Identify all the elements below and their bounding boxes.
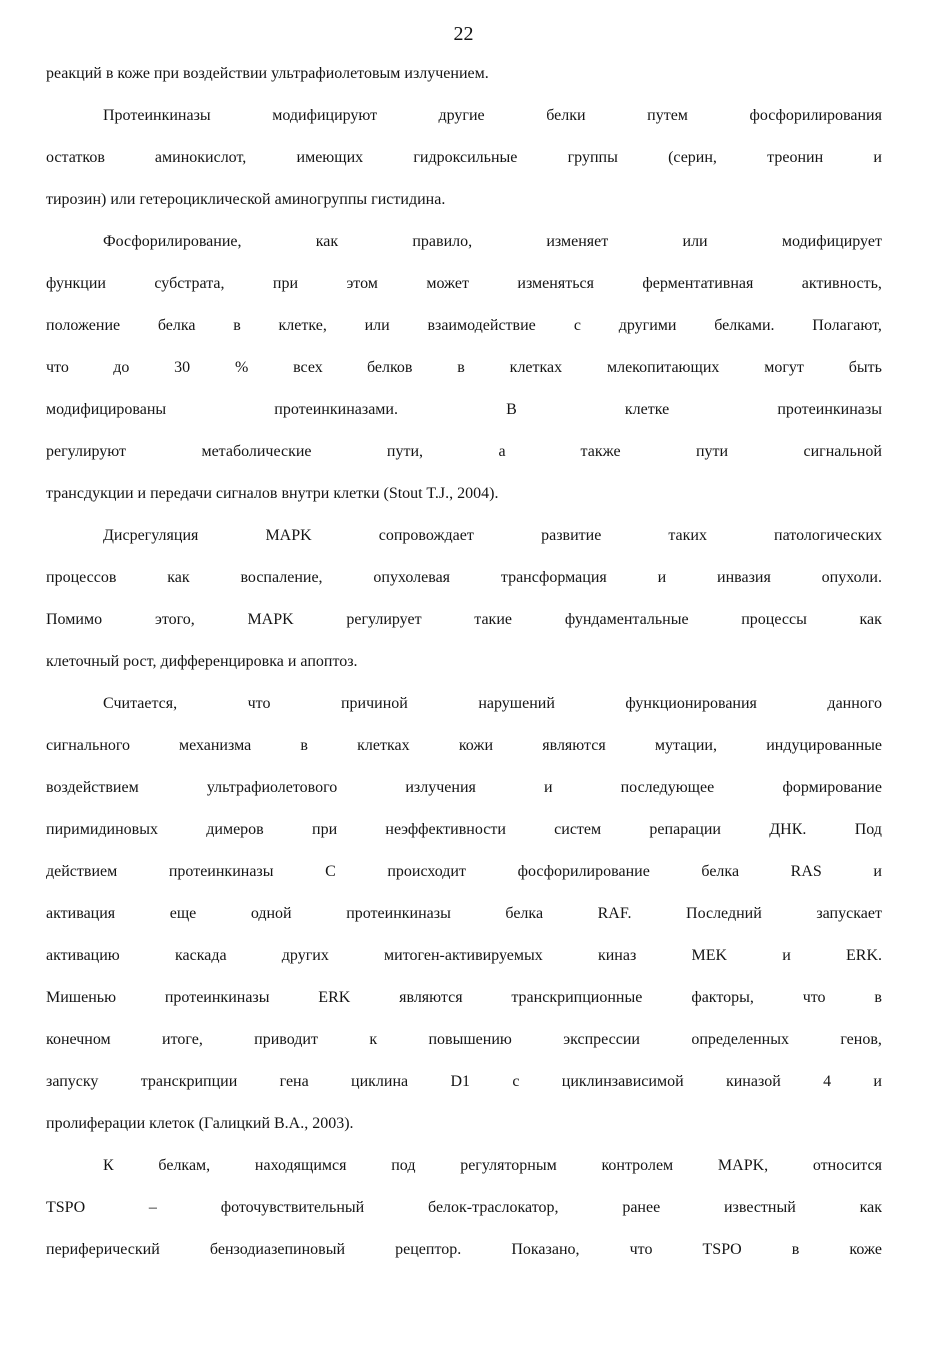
paragraph-tspo: [46, 1157, 882, 1283]
text-line: Дисрегуляция MAPK сопровождает развитие таких патологических: [103, 527, 882, 544]
text-line: периферический бензодиазепиновый рецептор. Показано, что TSPO в коже: [46, 1241, 882, 1258]
text-line: пролиферации клеток (Галицкий В.А., 2003).: [46, 1115, 354, 1132]
text-line: конечном итоге, приводит к повышению экспрессии определенных генов,: [46, 1031, 882, 1048]
text-line: процессов как воспаление, опухолевая трансформация и инвазия опухоли.: [46, 569, 882, 586]
text-line: положение белка в клетке, или взаимодействие с другими белками. Полагают,: [46, 317, 882, 334]
text-line: активация еще одной протеинкиназы белка RAF. Последний запускает: [46, 905, 882, 922]
text-line: клеточный рост, дифференцировка и апоптоз.: [46, 653, 358, 670]
text-line: трансдукции и передачи сигналов внутри клетки (Stout T.J., 2004).: [46, 485, 499, 502]
page-number: 22: [453, 23, 474, 45]
text-line: активацию каскада других митоген-активируемых киназ MEK и ERK.: [46, 947, 882, 964]
text-line: реакций в коже при воздействии ультрафиолетовым излучением.: [46, 65, 489, 82]
text-line: Помимо этого, MAPK регулирует такие фундаментальные процессы как: [46, 611, 882, 628]
text-line: что до 30 % всех белков в клетках млекопитающих могут быть: [46, 359, 882, 376]
text-line: действием протеинкиназы С происходит фосфорилирование белка RAS и: [46, 863, 882, 880]
text-line: Протеинкиназы модифицируют другие белки путем фосфорилирования: [103, 107, 882, 124]
text-line: Считается, что причиной нарушений функционирования данного: [103, 695, 882, 712]
text-line: остатков аминокислот, имеющих гидроксильные группы (серин, треонин и: [46, 149, 882, 166]
text-line: тирозин) или гетероциклической аминогруппы гистидина.: [46, 191, 446, 208]
text-line: Мишенью протеинкиназы ERK являются транскрипционные факторы, что в: [46, 989, 882, 1006]
text-line: запуску транскрипции гена циклина D1 с циклинзависимой киназой 4 и: [46, 1073, 882, 1090]
text-line: пиримидиновых димеров при неэффективности систем репарации ДНК. Под: [46, 821, 882, 838]
paragraph-continuation: [46, 65, 882, 107]
paragraph-protein-kinases: [46, 107, 882, 233]
text-line: воздействием ультрафиолетового излучения и последующее формирование: [46, 779, 882, 796]
body-text: [46, 65, 882, 1283]
paragraph-dysregulation: [46, 527, 882, 695]
paragraph-phosphorylation: [46, 233, 882, 527]
text-line: регулируют метаболические пути, а также пути сигнальной: [46, 443, 882, 460]
text-line: Фосфорилирование, как правило, изменяет или модифицирует: [103, 233, 882, 250]
text-line: сигнального механизма в клетках кожи являются мутации, индуцированные: [46, 737, 882, 754]
text-line: К белкам, находящимся под регуляторным контролем MAPK, относится: [103, 1157, 882, 1174]
text-line: модифицированы протеинкиназами. В клетке протеинкиназы: [46, 401, 882, 418]
text-line: функции субстрата, при этом может изменяться ферментативная активность,: [46, 275, 882, 292]
paragraph-mechanism: [46, 695, 882, 1157]
text-line: TSPO – фоточувствительный белок-траслокатор, ранее известный как: [46, 1199, 882, 1216]
